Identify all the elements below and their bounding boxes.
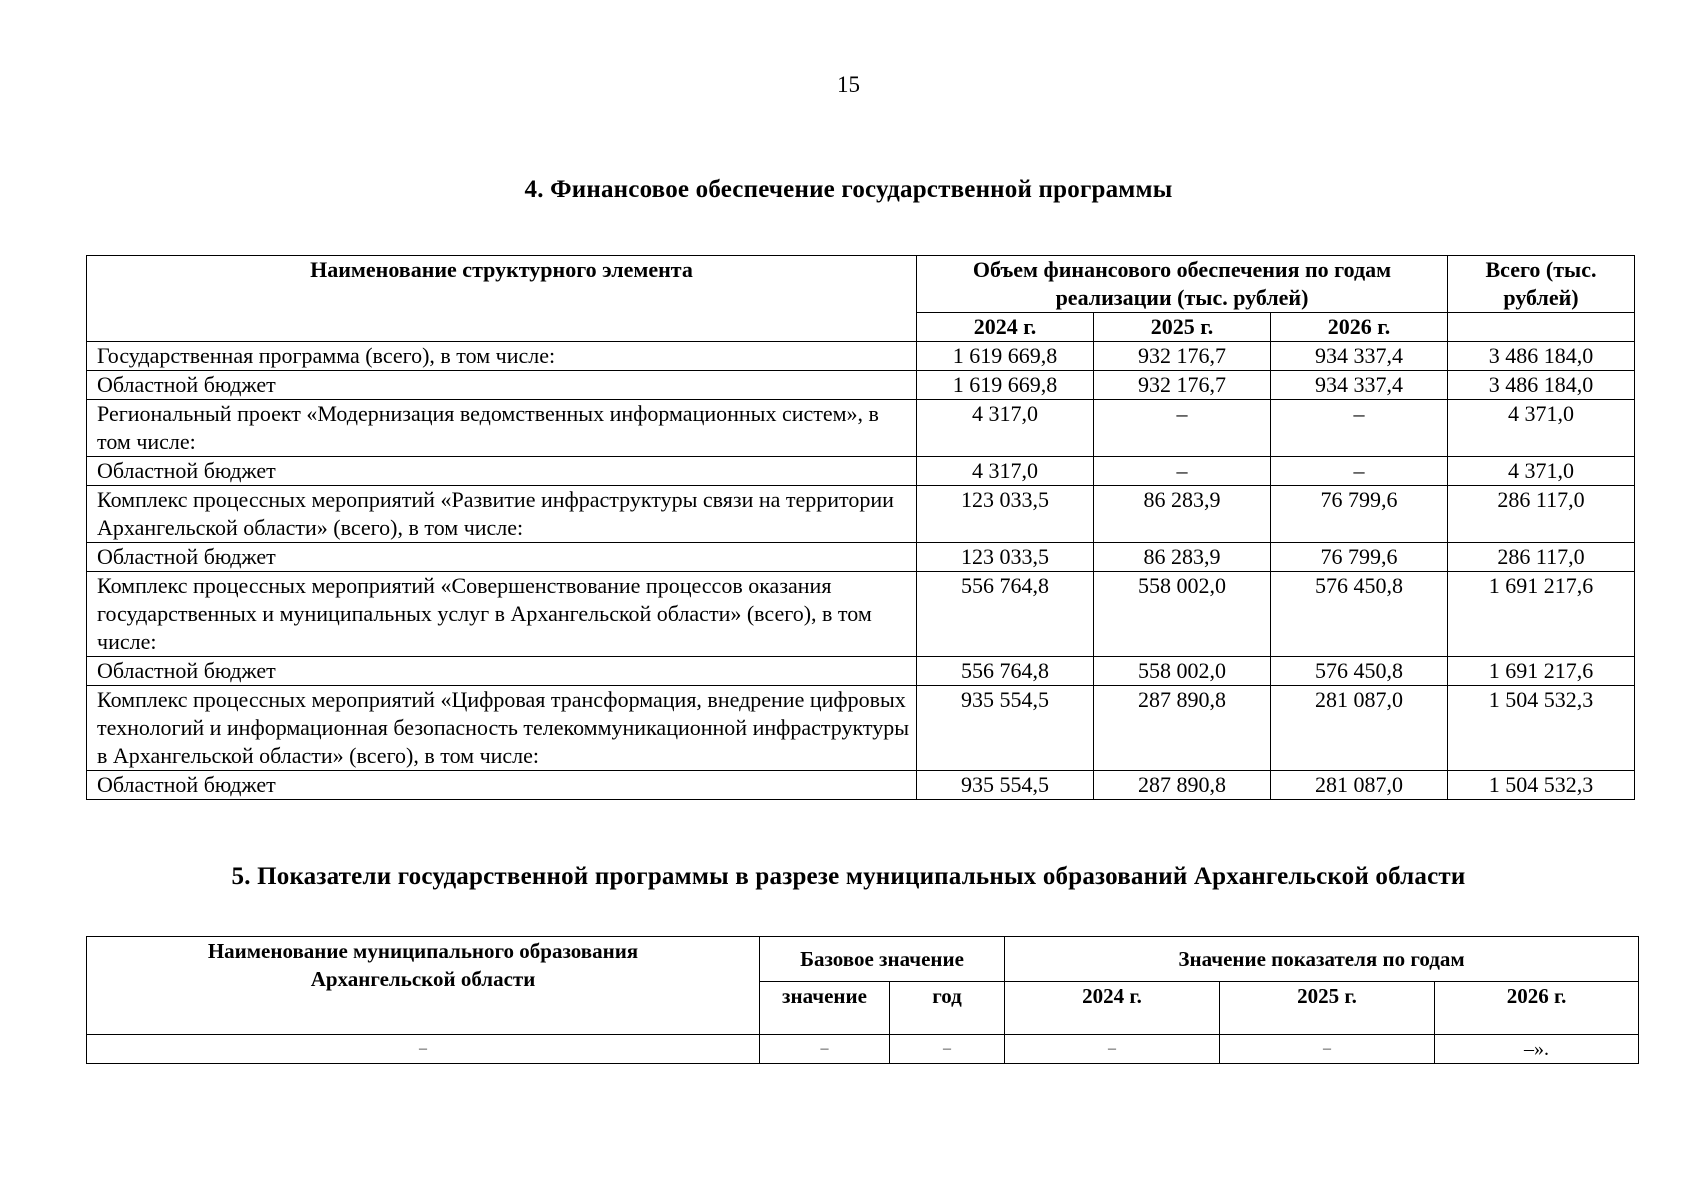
finance-table [86,255,1635,800]
row-total: 286 117,0 [1448,486,1635,543]
row-2025: 932 176,7 [1094,371,1271,400]
header-indicator-by-years: Значение показателя по годам [1005,937,1639,982]
header-year: год [890,982,1005,1035]
header-financing-volume: Объем финансового обеспечения по годам реализации (тыс. рублей) [917,256,1448,313]
header-total-empty [1448,313,1635,342]
table-row [87,486,1635,543]
table-row [87,572,1635,657]
header-structural-element: Наименование структурного элемента [87,256,917,342]
row-2024: 123 033,5 [917,543,1094,572]
row-name: Областной бюджет [87,457,917,486]
row-2026: 934 337,4 [1271,342,1448,371]
row-name: Областной бюджет [87,371,917,400]
header-year-2026: 2026 г. [1271,313,1448,342]
row-2026: 281 087,0 [1271,771,1448,800]
header-total: Всего (тыс. рублей) [1448,256,1635,313]
page-number: 15 [837,72,860,97]
row-total: 1 691 217,6 [1448,657,1635,686]
row-base-value: – [760,1035,890,1064]
row-2024: 123 033,5 [917,486,1094,543]
table-row [87,771,1635,800]
row-2024: 935 554,5 [917,686,1094,771]
row-municipality: – [87,1035,760,1064]
row-name: Областной бюджет [87,771,917,800]
header-base-value: Базовое значение [760,937,1005,982]
table-row [87,657,1635,686]
row-base-year: – [890,1035,1005,1064]
row-2026: 576 450,8 [1271,572,1448,657]
row-name: Областной бюджет [87,543,917,572]
row-total: 286 117,0 [1448,543,1635,572]
row-2024: 556 764,8 [917,572,1094,657]
row-2025: 932 176,7 [1094,342,1271,371]
row-2024: – [1005,1035,1220,1064]
indicators-table [86,936,1639,1064]
row-2026: 76 799,6 [1271,486,1448,543]
row-2024: 935 554,5 [917,771,1094,800]
row-2024: 4 317,0 [917,400,1094,457]
row-2025: 558 002,0 [1094,657,1271,686]
table-row [87,400,1635,457]
table-row [87,543,1635,572]
row-total: 4 371,0 [1448,400,1635,457]
row-2025: – [1094,457,1271,486]
section-5-title: 5. Показатели государственной программы в разрезе муниципальных образований Архангельской области [231,863,1466,890]
table-row [87,686,1635,771]
row-2026: – [1271,457,1448,486]
header-year-2025: 2025 г. [1094,313,1271,342]
row-2026: –». [1435,1035,1639,1064]
row-name: Комплекс процессных мероприятий «Цифровая трансформация, внедрение цифровых технологий и информационная безопасность телекоммуникационной инфраструктуры в Архангельской области» (всего), в том числе: [87,686,917,771]
row-2025: 86 283,9 [1094,486,1271,543]
table-row [87,371,1635,400]
row-total: 1 504 532,3 [1448,686,1635,771]
row-total: 3 486 184,0 [1448,342,1635,371]
row-2026: 576 450,8 [1271,657,1448,686]
row-name: Государственная программа (всего), в том числе: [87,342,917,371]
row-2026: 281 087,0 [1271,686,1448,771]
header-year-2024: 2024 г. [917,313,1094,342]
row-2025: 86 283,9 [1094,543,1271,572]
row-name: Областной бюджет [87,657,917,686]
row-total: 3 486 184,0 [1448,371,1635,400]
row-2024: 1 619 669,8 [917,371,1094,400]
row-2026: 934 337,4 [1271,371,1448,400]
row-2025: 287 890,8 [1094,771,1271,800]
row-2024: 4 317,0 [917,457,1094,486]
row-2025: – [1220,1035,1435,1064]
header-year-2024: 2024 г. [1005,982,1220,1035]
row-2025: 287 890,8 [1094,686,1271,771]
header-municipality: Наименование муниципального образования Архангельской области [87,937,760,1035]
row-2026: – [1271,400,1448,457]
table-row [87,457,1635,486]
row-name: Комплекс процессных мероприятий «Развитие инфраструктуры связи на территории Архангельской области» (всего), в том числе: [87,486,917,543]
row-name: Региональный проект «Модернизация ведомственных информационных систем», в том числе: [87,400,917,457]
row-name: Комплекс процессных мероприятий «Совершенствование процессов оказания государственных и муниципальных услуг в Архангельской области» (всего), в том числе: [87,572,917,657]
row-2024: 1 619 669,8 [917,342,1094,371]
header-year-2025: 2025 г. [1220,982,1435,1035]
header-value: значение [760,982,890,1035]
row-total: 1 504 532,3 [1448,771,1635,800]
row-2026: 76 799,6 [1271,543,1448,572]
row-2025: – [1094,400,1271,457]
header-year-2026: 2026 г. [1435,982,1639,1035]
section-4-title: 4. Финансовое обеспечение государственной программы [524,176,1173,203]
table-row [87,1035,1639,1064]
row-2024: 556 764,8 [917,657,1094,686]
table-row [87,342,1635,371]
row-2025: 558 002,0 [1094,572,1271,657]
row-total: 1 691 217,6 [1448,572,1635,657]
row-total: 4 371,0 [1448,457,1635,486]
